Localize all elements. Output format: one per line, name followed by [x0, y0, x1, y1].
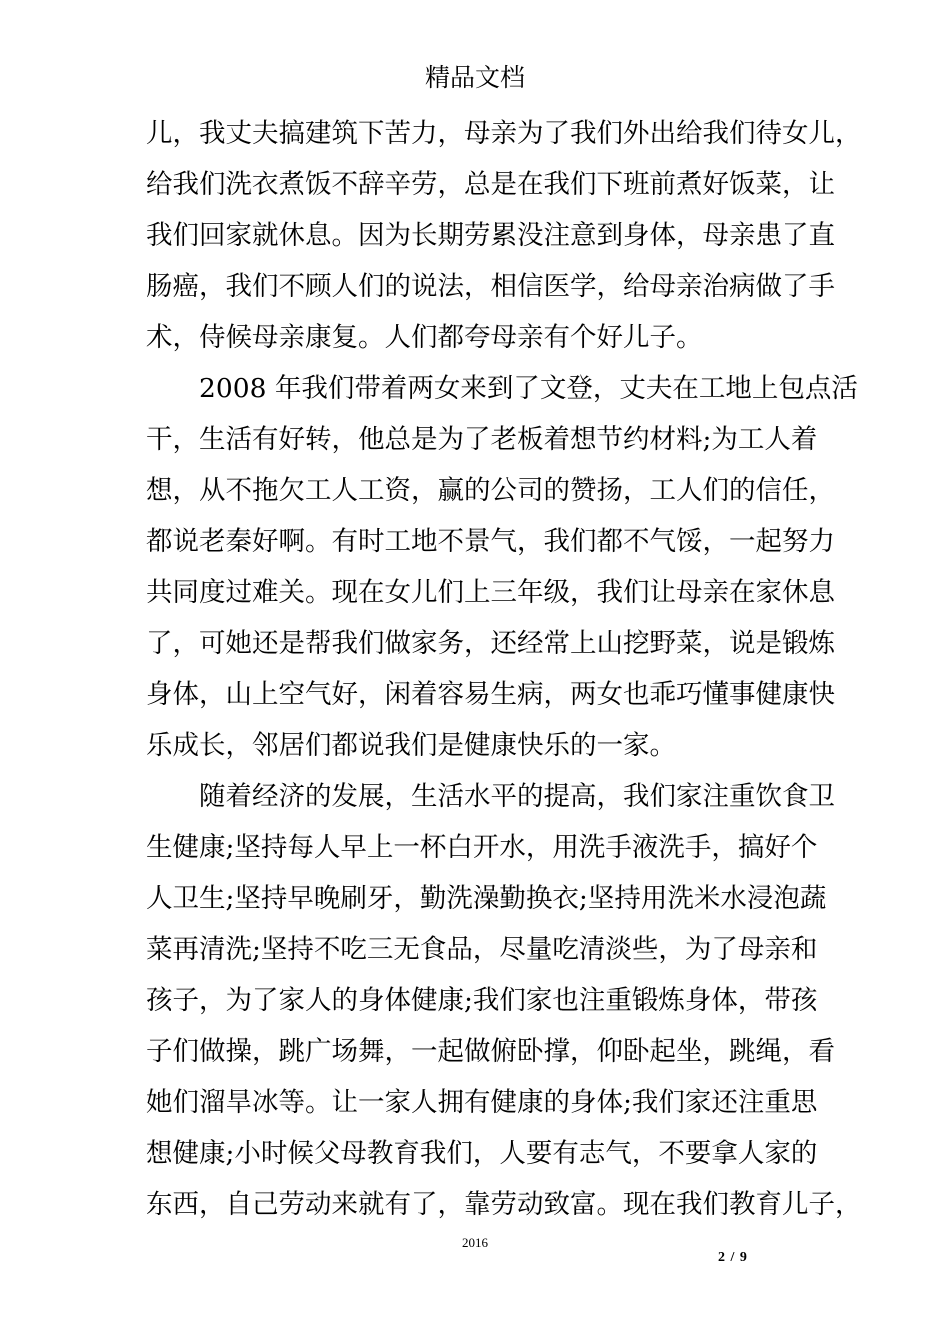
text-line: 菜再清洗;坚持不吃三无食品，尽量吃清淡些，为了母亲和: [146, 934, 818, 965]
text-line: 乐成长，邻居们都说我们是健康快乐的一家。: [146, 730, 676, 761]
text-line: 共同度过难关。现在女儿们上三年级，我们让母亲在家休息: [146, 577, 835, 608]
text-line: 儿，我丈夫搞建筑下苦力，母亲为了我们外出给我们待女儿，: [146, 118, 862, 149]
text-line: 人卫生;坚持早晚刷牙，勤洗澡勤换衣;坚持用洗米水浸泡蔬: [146, 883, 827, 914]
text-line: 东西，自己劳动来就有了，靠劳动致富。现在我们教育儿子，: [146, 1189, 862, 1220]
text-line: 了，可她还是帮我们做家务，还经常上山挖野菜，说是锻炼: [146, 628, 835, 659]
text-line: 想，从不拖欠工人工资，赢的公司的赞扬，工人们的信任，: [146, 475, 835, 506]
footer-year: 2016: [462, 1235, 488, 1250]
text-line: 身体，山上空气好，闲着容易生病，两女也乖巧懂事健康快: [146, 679, 835, 710]
document-body: [146, 108, 862, 1230]
text-line: 子们做操，跳广场舞，一起做俯卧撑，仰卧起坐，跳绳，看: [146, 1036, 835, 1067]
text-line: 干，生活有好转，他总是为了老板着想节约材料;为工人着: [146, 424, 818, 455]
text-line: 给我们洗衣煮饭不辞辛劳，总是在我们下班前煮好饭菜，让: [146, 169, 835, 200]
text-line: 2008 年我们带着两女来到了文登，丈夫在工地上包点活: [199, 373, 858, 404]
text-line: 术，侍候母亲康复。人们都夸母亲有个好儿子。: [146, 322, 703, 353]
text-line: 生健康;坚持每人早上一杯白开水，用洗手液洗手，搞好个: [146, 832, 818, 863]
text-line: 她们溜旱冰等。让一家人拥有健康的身体;我们家还注重思: [146, 1087, 818, 1118]
page-number: 2 / 9: [718, 1250, 748, 1265]
page-header-title: 精品文档: [424, 63, 525, 92]
text-line: 我们回家就休息。因为长期劳累没注意到身体，母亲患了直: [146, 220, 835, 251]
text-line: 肠癌，我们不顾人们的说法，相信医学，给母亲治病做了手: [146, 271, 835, 302]
text-line: 孩子，为了家人的身体健康;我们家也注重锻炼身体，带孩: [146, 985, 818, 1016]
text-line: 都说老秦好啊。有时工地不景气，我们都不气馁，一起努力: [146, 526, 835, 557]
text-line: 想健康;小时候父母教育我们，人要有志气，不要拿人家的: [146, 1138, 818, 1169]
text-line: 随着经济的发展，生活水平的提高，我们家注重饮食卫: [199, 781, 835, 812]
